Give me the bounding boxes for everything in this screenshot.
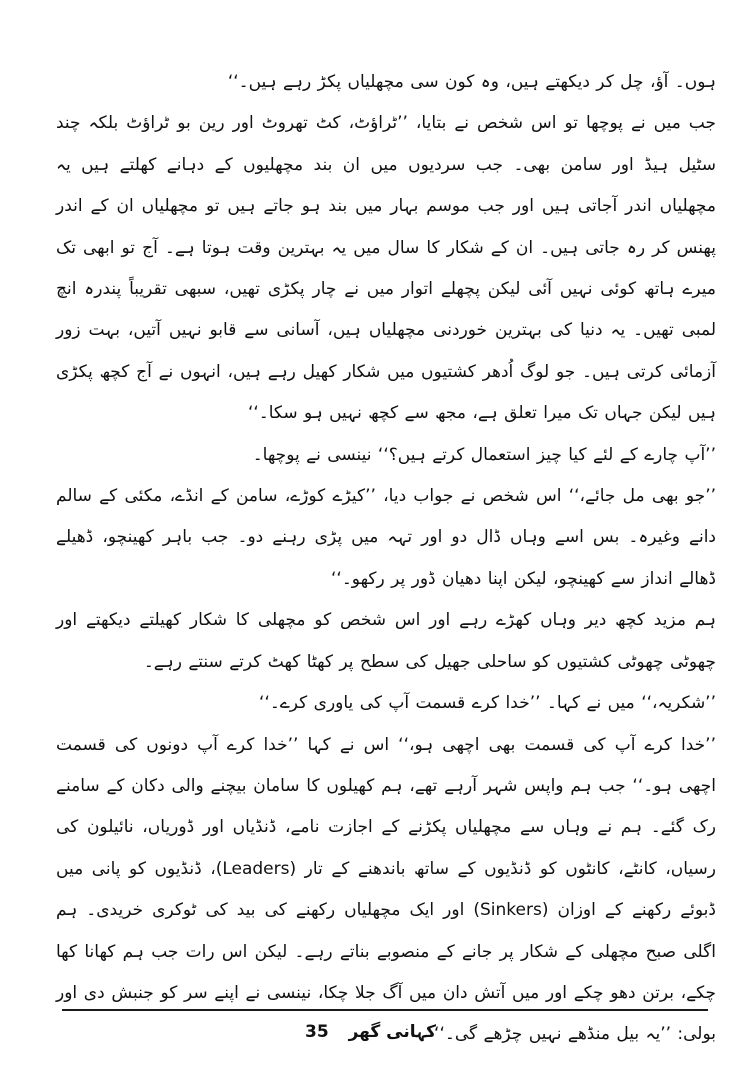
paragraph: ہوں۔ آؤ، چل کر دیکھتے ہیں، وہ کون سی مچھلیاں پکڑ رہے ہیں۔‘‘ bbox=[227, 72, 716, 92]
paragraph: ’’جو بھی مل جائے،‘‘ اس شخص نے جواب دیا، ’’کیڑے کوڑے، سامن کے انڈے، مکئی کے سالم دانے وغیرہ۔ بس اسے وہاں ڈال دو اور تہہ میں پڑی رہنے دو۔ جب باہر کھینچو، ڈھیلے ڈھالے انداز سے کھینچو، لیکن اپنا دھیان ڈور پر رکھو۔‘‘ bbox=[56, 486, 716, 589]
paragraph: ’’شکریہ،‘‘ میں نے کہا۔ ’’خدا کرے قسمت آپ کی یاوری کرے۔‘‘ bbox=[259, 693, 716, 714]
paragraph: ہم مزید کچھ دیر وہاں کھڑے رہے اور اس شخص کو مچھلی کا شکار کھیلتے دیکھتے اور چھوٹی چھوٹی کشتیوں کو ساحلی جھیل کی سطح پر کھٹا کھٹ کرتے سنتے رہے۔ bbox=[56, 610, 716, 672]
paragraph: ’’آپ چارے کے لئے کیا چیز استعمال کرتے ہیں؟‘‘ نینسی نے پوچھا۔ bbox=[252, 444, 716, 465]
magazine-name: کہانی گھر bbox=[348, 1022, 436, 1042]
paragraph: جب میں نے پوچھا تو اس شخص نے بتایا، ’’ٹراؤٹ، کٹ تھروٹ اور رین بو ٹراؤٹ بلکہ چند سٹیل ہیڈ اور سامن بھی۔ جب سردیوں میں ان بند مچھلیوں کے دہانے کھلتے ہیں یہ مچھلیاں اندر آجاتی ہیں اور جب موسم بہار میں بند ہو جاتے ہیں تو مچھلیاں ان کے اندر پھنس کر رہ جاتی ہیں۔ ان کے شکار کا سال میں یہ بہترین وقت ہوتا ہے۔ آج تو ابھی تک میرے ہاتھ کوئی نہیں آئی لیکن پچھلے اتوار میں نے چار پکڑی تھیں، سبھی تقریباً پندرہ انچ لمبی تھیں۔ یہ دنیا کی بہترین خوردنی مچھلیاں ہیں، آسانی سے قابو نہیں آتیں، بہت زور آزمائی کرتی ہیں۔ جو لوگ اُدھر کشتیوں میں شکار کھیل رہے ہیں، انہوں نے آج کچھ پکڑی ہیں لیکن جہاں تک میرا تعلق ہے، مجھ سے کچھ نہیں ہو سکا۔‘‘ bbox=[56, 113, 717, 424]
page-number: 35 bbox=[304, 1022, 329, 1042]
paragraph: ’’خدا کرے آپ کی قسمت بھی اچھی ہو،‘‘ اس نے کہا ’’خدا کرے آپ دونوں کی قسمت اچھی ہو۔‘‘ جب ہم واپس شہر آرہے تھے، ہم کھیلوں کا سامان بیچنے والی دکان کے سامنے رک گئے۔ ہم نے وہاں سے مچھلیاں پکڑنے کے اجازت نامے، ڈنڈیاں اور ڈوریاں، نائیلون کی رسیاں، کانٹے، کانٹوں کو ڈنڈیوں کے ساتھ باندھنے کے تار (Leaders)، ڈنڈیوں کو پانی میں ڈبوئے رکھنے کے اوزان (Sinkers) اور ایک مچھلیاں رکھنے کی بید کی ٹوکری خریدی۔ ہم اگلی صبح مچھلی کے شکار پر جانے کے منصوبے بناتے رہے۔ لیکن اس رات جب ہم کھانا کھا چکے، برتن دھو چکے اور میں آتش دان میں آگ جلا چکا، نینسی نے اپنے سر کو جنبش دی اور بولی: ’’یہ بیل منڈھے نہیں چڑھے گی۔‘‘ bbox=[56, 734, 717, 1045]
page-footer bbox=[0, 1020, 741, 1044]
footer-divider bbox=[62, 1009, 708, 1011]
article-body bbox=[56, 62, 716, 1056]
